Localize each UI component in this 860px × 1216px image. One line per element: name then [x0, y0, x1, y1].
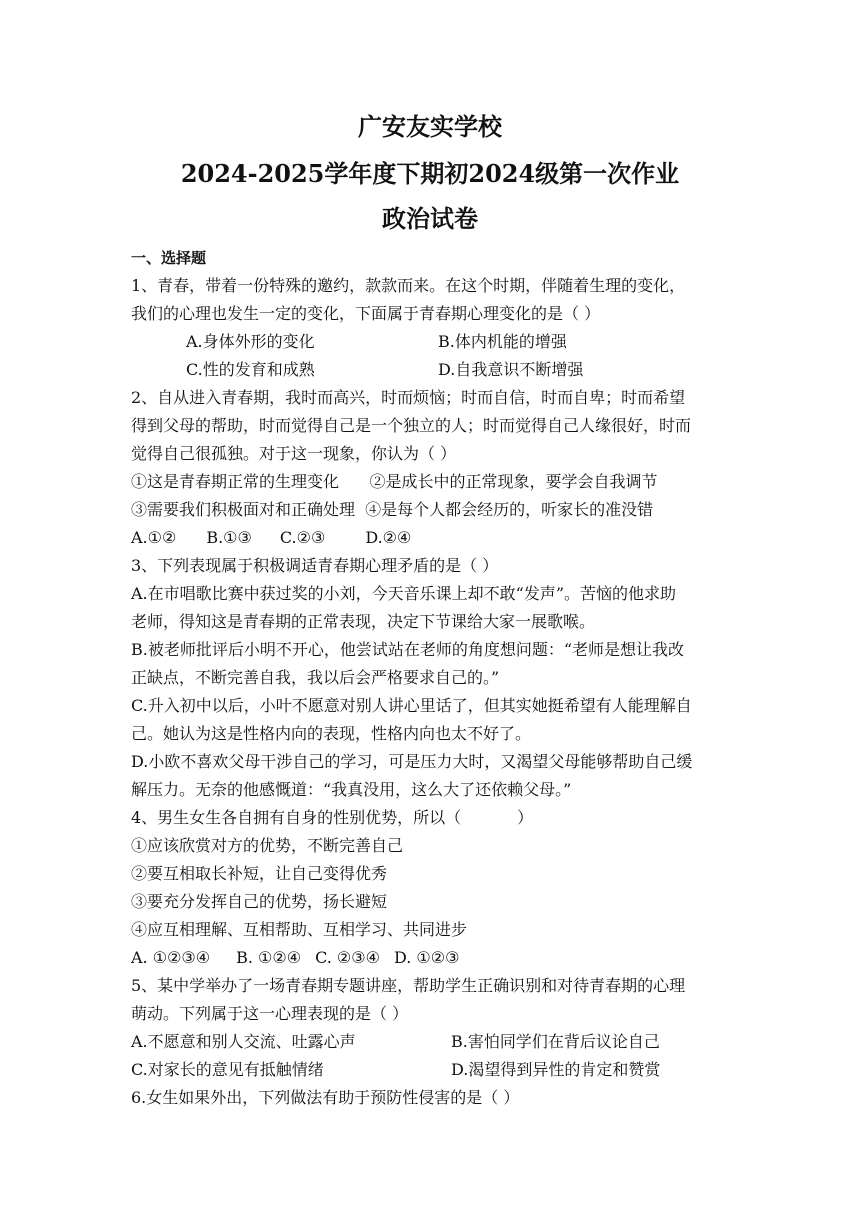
q3-option-b-line-1: B.被老师批评后小明不开心，他尝试站在老师的角度想问题：“老师是想让我改 [131, 640, 685, 659]
q4-statement-2: ②要互相取长补短，让自己变得优秀 [131, 864, 388, 883]
q6-stem: 6.女生如果外出，下列做法有助于预防性侵害的是（ ） [131, 1088, 520, 1107]
q5-option-a: A.不愿意和别人交流、吐露心声 [131, 1032, 356, 1051]
q2-stem-line-1: 2、自从进入青春期，我时而高兴，时而烦恼；时而自信，时而自卑；时而希望 [131, 388, 686, 407]
q3-option-a-line-2: 老师，得知这是青春期的正常表现，决定下节课给大家一展歌喉。 [131, 612, 596, 631]
q1-options-row-2 [131, 356, 731, 384]
q2-option-a: A.①② [131, 528, 177, 547]
q4-statement-4: ④应互相理解、互相帮助、互相学习、共同进步 [131, 920, 468, 939]
q5-stem-line-2: 萌动。下列属于这一心理表现的是（ ） [131, 1004, 409, 1023]
q2-statements-2: ③需要我们积极面对和正确处理 ④是每个人都会经历的，听家长的准没错 [131, 500, 654, 519]
q4-option-a: A. ①②③④ [131, 948, 211, 967]
q3-option-d-line-1: D.小欧不喜欢父母干涉自己的学习，可是压力大时，又渴望父母能够帮助自己缓 [131, 752, 693, 771]
q3-option-b-line-2: 正缺点，不断完善自我，我以后会严格要求自己的。” [131, 668, 500, 687]
q2-options [131, 524, 731, 552]
q4-statement-1: ①应该欣赏对方的优势，不断完善自己 [131, 836, 404, 855]
q2-option-b: B.①③ [206, 528, 252, 547]
q3-option-c-line-2: 己。她认为这是性格内向的表现，性格内向也太不好了。 [131, 724, 532, 743]
q4-options [131, 944, 731, 972]
q2-option-d: D.②④ [365, 528, 412, 547]
question-list [131, 244, 731, 1112]
q4-option-d: D. ①②③ [393, 948, 460, 967]
q1-stem-line-1: 1、青春，带着一份特殊的邀约，款款而来。在这个时期，伴随着生理的变化， [131, 276, 686, 295]
q1-options-row-1 [131, 328, 731, 356]
q1-stem-line-2: 我们的心理也发生一定的变化，下面属于青春期心理变化的是（ ） [131, 304, 601, 323]
section-heading: 一、选择题 [131, 249, 207, 267]
q5-stem-line-1: 5、某中学举办了一场青春期专题讲座，帮助学生正确识别和对待青春期的心理 [131, 976, 686, 995]
q4-stem: 4、男生女生各自拥有自身的性别优势，所以（ ） [131, 808, 534, 827]
q1-option-b: B.体内机能的增强 [438, 332, 567, 351]
q4-option-b: B. ①②④ [236, 948, 302, 967]
q2-option-c: C.②③ [279, 528, 326, 547]
q3-stem: 3、下列表现属于积极调适青春期心理矛盾的是（ ） [131, 556, 499, 575]
exam-title: 2024-2025学年度下期初2024级第一次作业 [180, 159, 680, 188]
q5-option-d: D.渴望得到异性的肯定和赞赏 [451, 1060, 661, 1079]
q5-options-row-1 [131, 1028, 731, 1056]
q1-option-d: D.自我意识不断增强 [438, 360, 584, 379]
q5-option-b: B.害怕同学们在背后议论自己 [451, 1032, 660, 1051]
subject-title: 政治试卷 [382, 204, 478, 233]
q3-option-c-line-1: C.升入初中以后，小叶不愿意对别人讲心里话了，但其实她挺希望有人能理解自 [131, 696, 692, 715]
q3-option-a-line-1: A.在市唱歌比赛中获过奖的小刘，今天音乐课上却不敢“发声”。苦恼的他求助 [131, 584, 677, 603]
q4-option-c: C. ②③④ [315, 948, 380, 967]
q4-statement-3: ③要充分发挥自己的优势，扬长避短 [131, 892, 388, 911]
q5-options-row-2 [131, 1056, 731, 1084]
q5-option-c: C.对家长的意见有抵触情绪 [131, 1060, 324, 1079]
q3-option-d-line-2: 解压力。无奈的他感慨道：“我真没用，这么大了还依赖父母。” [131, 780, 572, 799]
school-title: 广安友实学校 [358, 112, 502, 141]
q1-option-a: A.身体外形的变化 [186, 332, 315, 351]
q2-statements-1: ①这是青春期正常的生理变化 ②是成长中的正常现象，要学会自我调节 [131, 472, 658, 491]
q1-option-c: C.性的发育和成熟 [186, 360, 315, 379]
q2-stem-line-2: 得到父母的帮助，时而觉得自己是一个独立的人；时而觉得自己人缘很好，时而 [131, 416, 692, 435]
q2-stem-line-3: 觉得自己很孤独。对于这一现象，你认为（ ） [131, 444, 457, 463]
